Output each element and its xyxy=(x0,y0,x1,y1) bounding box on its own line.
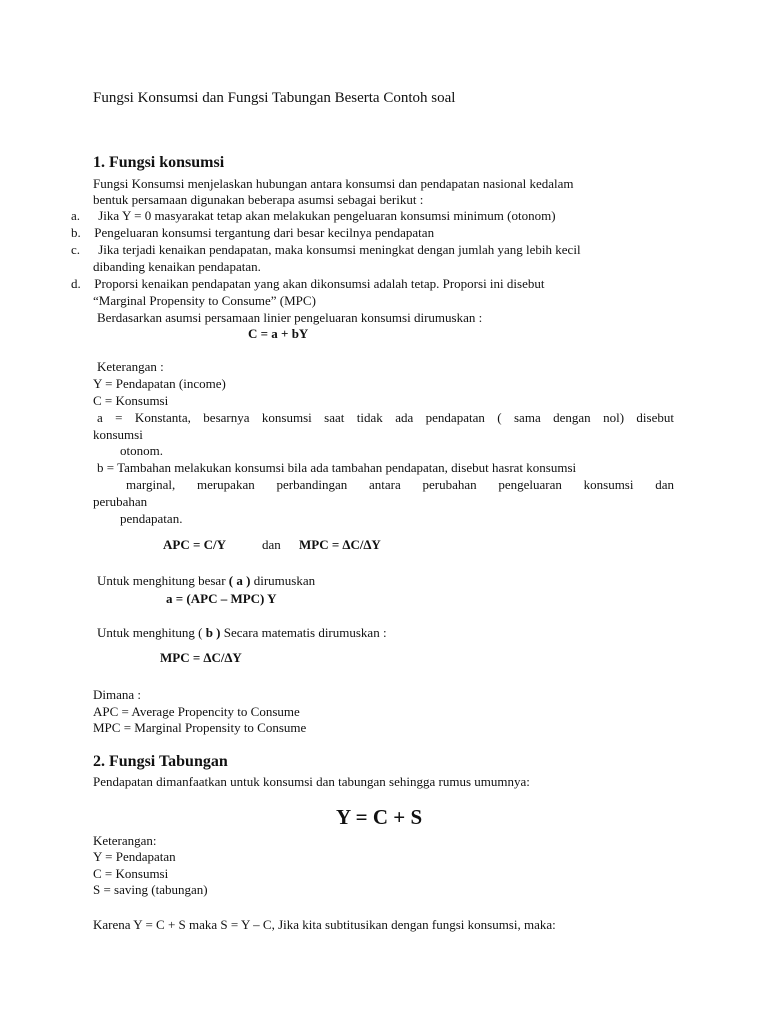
dimana-label: Dimana : xyxy=(93,687,142,702)
list-text: Proporsi kenaikan pendapatan yang akan dikonsumsi adalah tetap. Proporsi ini disebut xyxy=(94,276,545,291)
section-1-heading: 1. Fungsi konsumsi xyxy=(93,154,225,171)
list-marker: a. xyxy=(71,208,81,223)
keterangan-label: Keterangan : xyxy=(97,359,164,374)
formula-apc: APC = C/Y xyxy=(163,537,227,552)
list-item-b xyxy=(71,225,434,242)
karena-text: Karena Y = C + S maka S = Y – C, Jika kita subtitusikan dengan fungsi konsumsi, maka: xyxy=(93,917,556,932)
definition-b-line-3: perubahan xyxy=(93,494,148,509)
formula-mpc-2: MPC = ∆C/∆Y xyxy=(160,650,242,665)
based-on-text: Berdasarkan asumsi persamaan linier pengeluaran konsumsi dirumuskan : xyxy=(97,310,483,325)
document-title: Fungsi Konsumsi dan Fungsi Tabungan Beserta Contoh soal xyxy=(93,90,456,106)
definition-a-line-2: konsumsi xyxy=(93,427,143,442)
definition-c: C = Konsumsi xyxy=(93,393,169,408)
formula-y-c-s: Y = C + S xyxy=(336,805,423,829)
hitung-b-post: Secara matematis dirumuskan : xyxy=(220,625,387,640)
list-text: Pengeluaran konsumsi tergantung dari besar kecilnya pendapatan xyxy=(94,225,435,240)
formula-mpc: MPC = ∆C/∆Y xyxy=(299,537,381,552)
hitung-b-symbol: b ) xyxy=(205,625,221,640)
list-marker: b. xyxy=(71,225,81,240)
definition-c-2: C = Konsumsi xyxy=(93,866,169,881)
hitung-a-symbol: ( a ) xyxy=(228,573,251,588)
hitung-a-text xyxy=(97,573,315,590)
list-item-c xyxy=(71,242,581,259)
list-item-c-continuation: dibanding kenaikan pendapatan. xyxy=(93,259,261,274)
list-text: Jika Y = 0 masyarakat tetap akan melakukan pengeluaran konsumsi minimum (otonom) xyxy=(98,208,556,223)
definition-a-line-3: otonom. xyxy=(120,443,163,458)
section-1-intro-line-2: bentuk persamaan digunakan beberapa asumsi sebagai berikut : xyxy=(93,192,424,207)
formula-consumption: C = a + bY xyxy=(248,326,309,341)
hitung-b-pre: Untuk menghitung ( xyxy=(97,625,206,640)
list-item-a xyxy=(71,208,556,225)
keterangan-label-2: Keterangan: xyxy=(93,833,157,848)
list-marker: c. xyxy=(71,242,81,257)
definition-b-line-4: pendapatan. xyxy=(120,511,183,526)
list-item-d xyxy=(71,276,544,293)
section-1-intro-line-1: Fungsi Konsumsi menjelaskan hubungan antara konsumsi dan pendapatan nasional kedalam xyxy=(93,176,574,191)
formula-a: a = (APC – MPC) Y xyxy=(166,591,277,606)
definition-s: S = saving (tabungan) xyxy=(93,882,208,897)
section-2-heading: 2. Fungsi Tabungan xyxy=(93,753,228,770)
definition-a-line-1: a = Konstanta, besarnya konsumsi saat tidak ada pendapatan ( sama dengan nol) disebut xyxy=(97,410,674,425)
mpc-definition: MPC = Marginal Propensity to Consume xyxy=(93,720,307,735)
list-item-d-continuation: “Marginal Propensity to Consume” (MPC) xyxy=(93,293,316,308)
hitung-a-pre: Untuk menghitung besar xyxy=(97,573,229,588)
hitung-a-post: dirumuskan xyxy=(250,573,316,588)
definition-b-line-1: b = Tambahan melakukan konsumsi bila ada tambahan pendapatan, disebut hasrat konsumsi xyxy=(97,460,577,475)
hitung-b-text xyxy=(97,625,387,642)
dan-text: dan xyxy=(262,537,281,552)
section-2-intro: Pendapatan dimanfaatkan untuk konsumsi dan tabungan sehingga rumus umumnya: xyxy=(93,774,530,789)
definition-b-line-2: marginal, merupakan perbandingan antara perubahan pengeluaran konsumsi dan xyxy=(126,477,674,492)
list-marker: d. xyxy=(71,276,81,291)
definition-y: Y = Pendapatan (income) xyxy=(93,376,226,391)
definition-y-2: Y = Pendapatan xyxy=(93,849,176,864)
apc-definition: APC = Average Propencity to Consume xyxy=(93,704,300,719)
list-text: Jika terjadi kenaikan pendapatan, maka konsumsi meningkat dengan jumlah yang lebih kecil xyxy=(98,242,581,257)
